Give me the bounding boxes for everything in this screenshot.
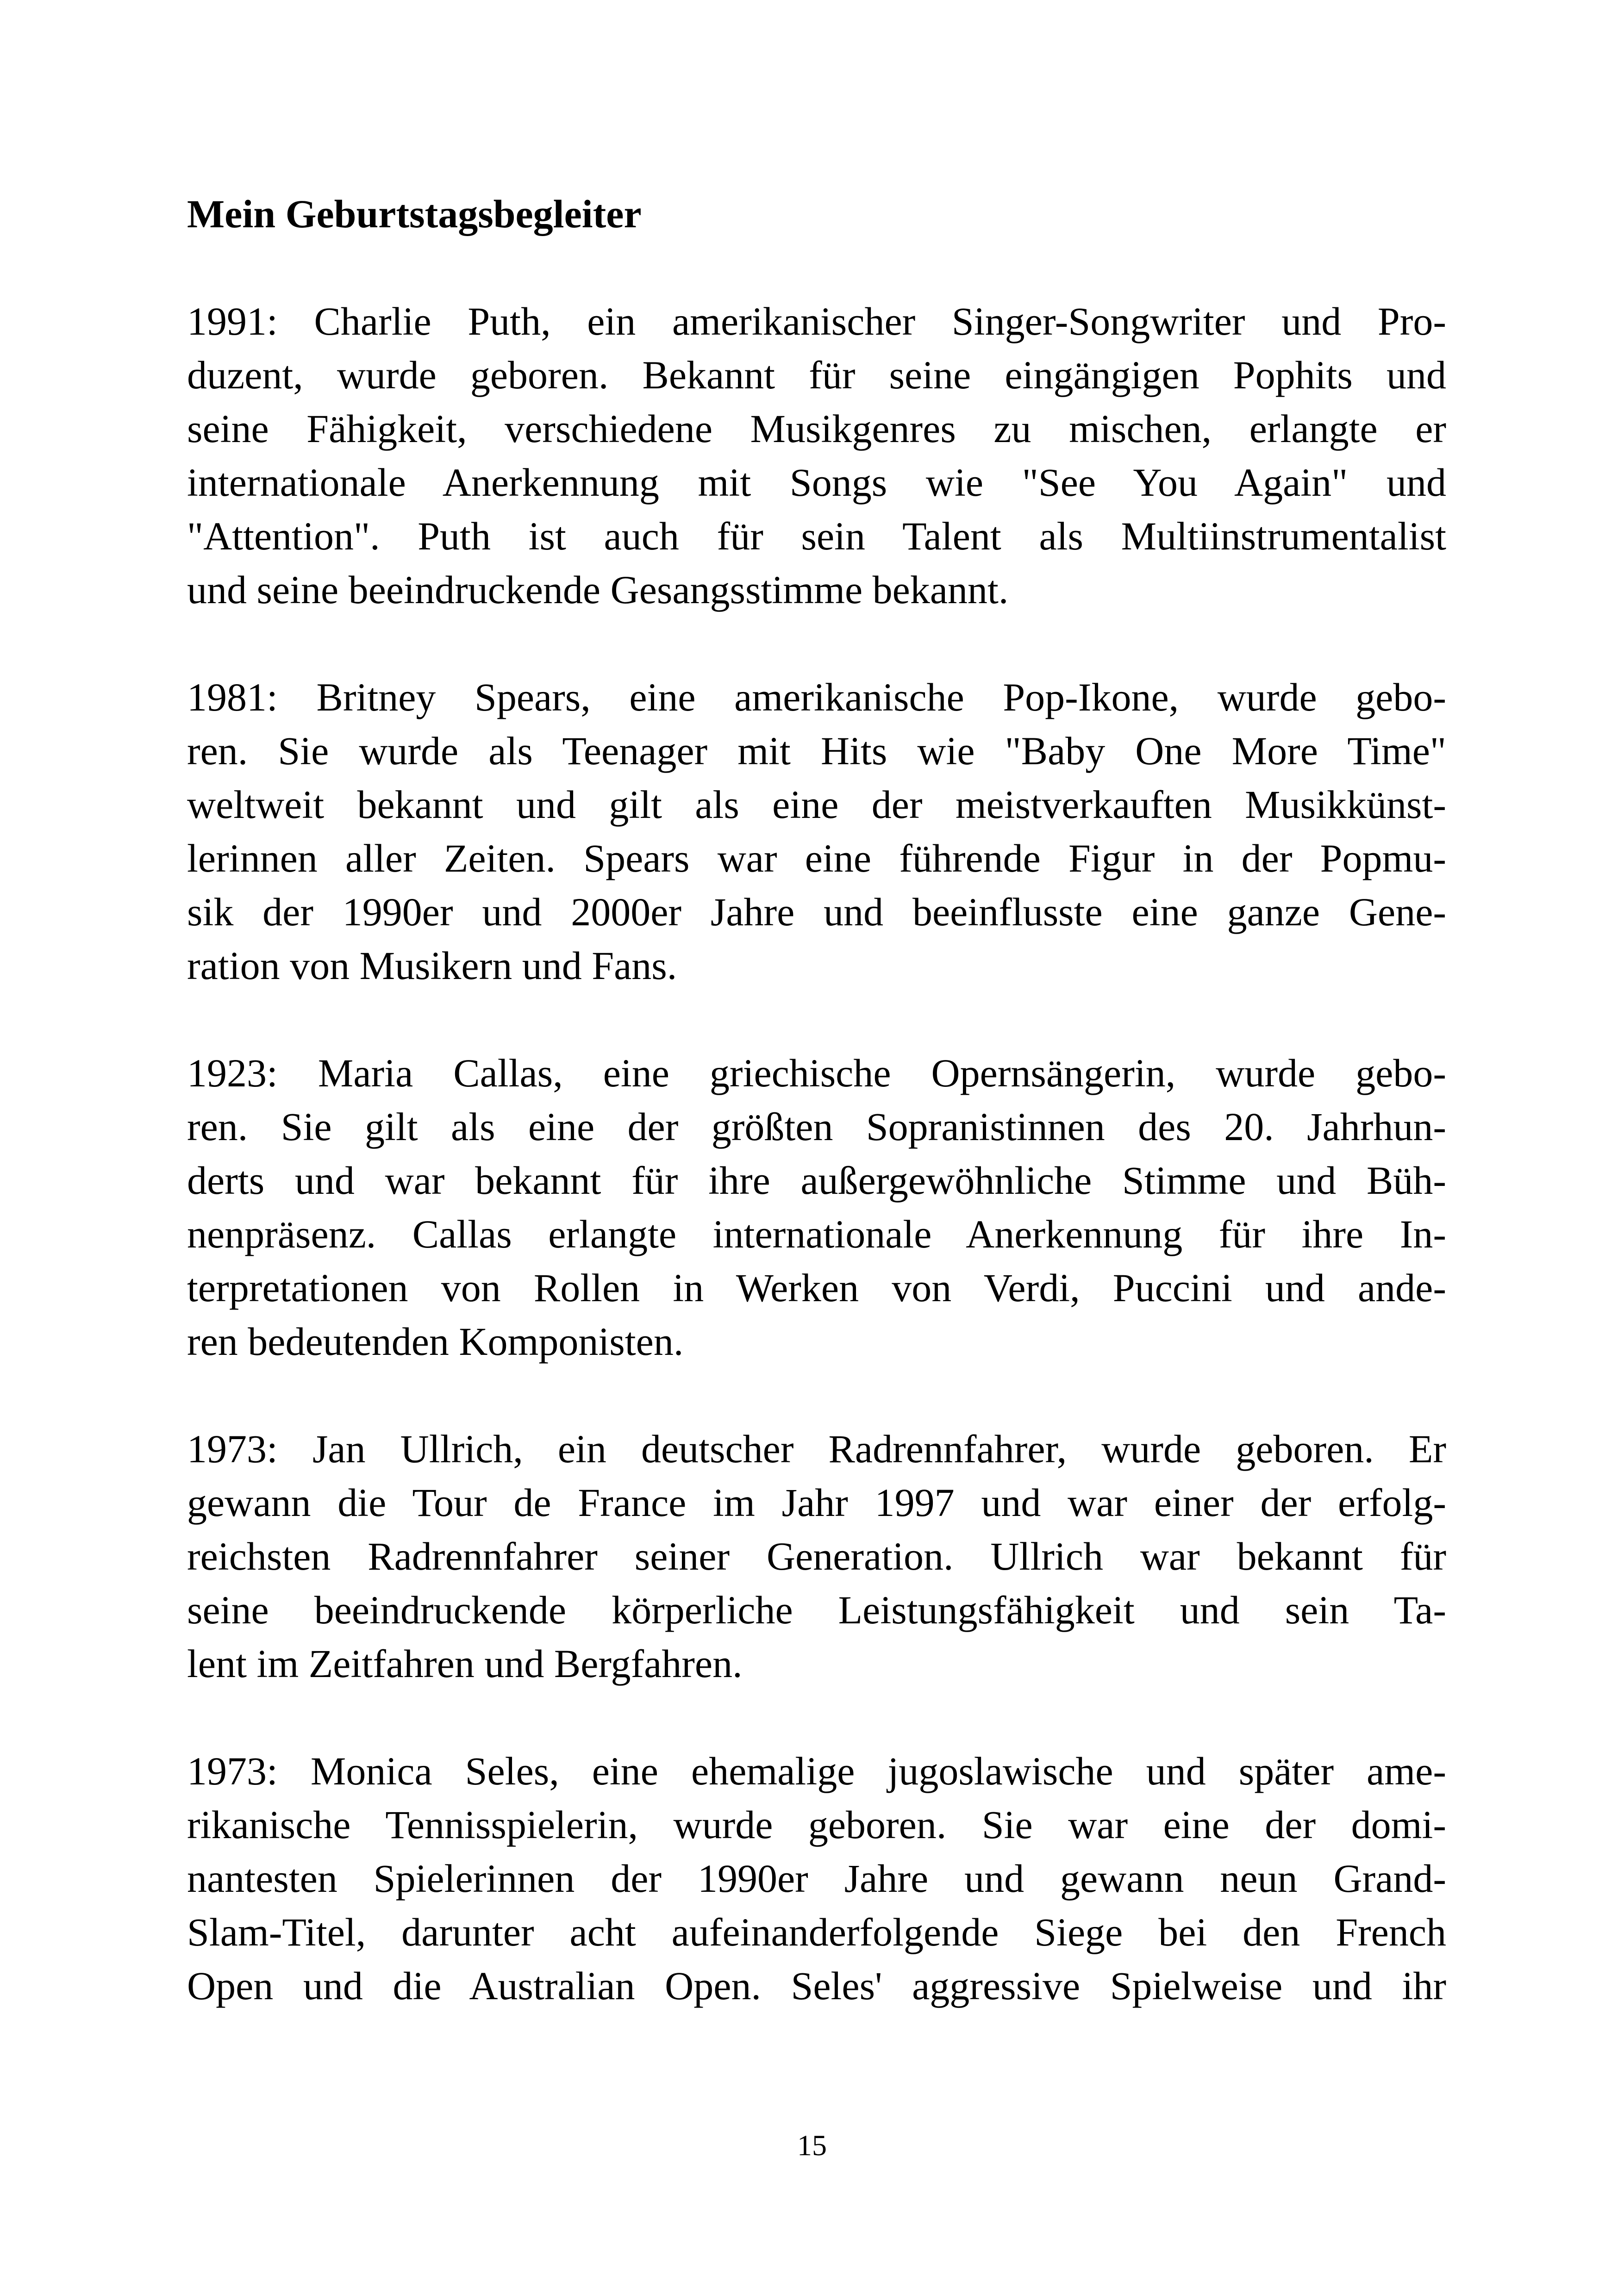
text-line: rikanische Tennisspielerin, wurde geboren. Sie war eine der domi- <box>187 1802 1446 1847</box>
text-line: nantesten Spielerinnen der 1990er Jahre und gewann neun Grand- <box>187 1856 1446 1901</box>
entry-monica-seles <box>187 1744 1446 2013</box>
page-number: 15 <box>797 2129 827 2162</box>
entry-maria-callas <box>187 1046 1446 1368</box>
text-line: derts und war bekannt für ihre außergewöhnliche Stimme und Büh- <box>187 1158 1446 1203</box>
text-line: nenpräsenz. Callas erlangte internationale Anerkennung für ihre In- <box>187 1212 1446 1256</box>
text-line: gewann die Tour de France im Jahr 1997 und war einer der erfolg- <box>187 1480 1446 1525</box>
text-line: seine Fähigkeit, verschiedene Musikgenres zu mischen, erlangte er <box>187 406 1446 451</box>
text-line: Open und die Australian Open. Seles' aggressive Spielweise und ihr <box>187 1964 1446 2008</box>
text-line: 1981: Britney Spears, eine amerikanische Pop-Ikone, wurde gebo- <box>187 675 1446 719</box>
text-line: internationale Anerkennung mit Songs wie "See You Again" und <box>187 460 1446 505</box>
text-line: lent im Zeitfahren und Bergfahren. <box>187 1641 743 1686</box>
text-line: reichsten Radrennfahrer seiner Generation. Ullrich war bekannt für <box>187 1534 1446 1578</box>
text-line: duzent, wurde geboren. Bekannt für seine eingängigen Pophits und <box>187 353 1446 397</box>
text-line: 1923: Maria Callas, eine griechische Opernsängerin, wurde gebo- <box>187 1051 1446 1095</box>
text-line: weltweit bekannt und gilt als eine der meistverkauften Musikkünst- <box>187 782 1446 827</box>
text-line: ren bedeutenden Komponisten. <box>187 1319 684 1364</box>
text-line: seine beeindruckende körperliche Leistungsfähigkeit und sein Ta- <box>187 1588 1446 1632</box>
page-content <box>187 187 1446 2066</box>
text-line: Slam-Titel, darunter acht aufeinanderfolgende Siege bei den French <box>187 1910 1446 1954</box>
page-title: Mein Geburtstagsbegleiter <box>187 192 642 236</box>
text-line: "Attention". Puth ist auch für sein Talent als Multiinstrumentalist <box>187 514 1446 558</box>
text-line: lerinnen aller Zeiten. Spears war eine führende Figur in der Popmu- <box>187 836 1446 880</box>
text-line: ren. Sie gilt als eine der größten Sopranistinnen des 20. Jahrhun- <box>187 1104 1446 1149</box>
text-line: 1991: Charlie Puth, ein amerikanischer Singer-Songwriter und Pro- <box>187 299 1446 343</box>
text-line: 1973: Monica Seles, eine ehemalige jugoslawische und später ame- <box>187 1749 1446 1793</box>
entry-jan-ullrich <box>187 1422 1446 1690</box>
text-line: sik der 1990er und 2000er Jahre und beeinflusste eine ganze Gene- <box>187 890 1446 934</box>
text-line: terpretationen von Rollen in Werken von Verdi, Puccini und ande- <box>187 1266 1446 1310</box>
text-line: ren. Sie wurde als Teenager mit Hits wie "Baby One More Time" <box>187 729 1446 773</box>
entry-charlie-puth <box>187 294 1446 617</box>
text-line: 1973: Jan Ullrich, ein deutscher Radrennfahrer, wurde geboren. Er <box>187 1427 1446 1471</box>
text-line: und seine beeindruckende Gesangsstimme bekannt. <box>187 568 1009 612</box>
text-line: ration von Musikern und Fans. <box>187 943 677 988</box>
entry-britney-spears <box>187 670 1446 992</box>
